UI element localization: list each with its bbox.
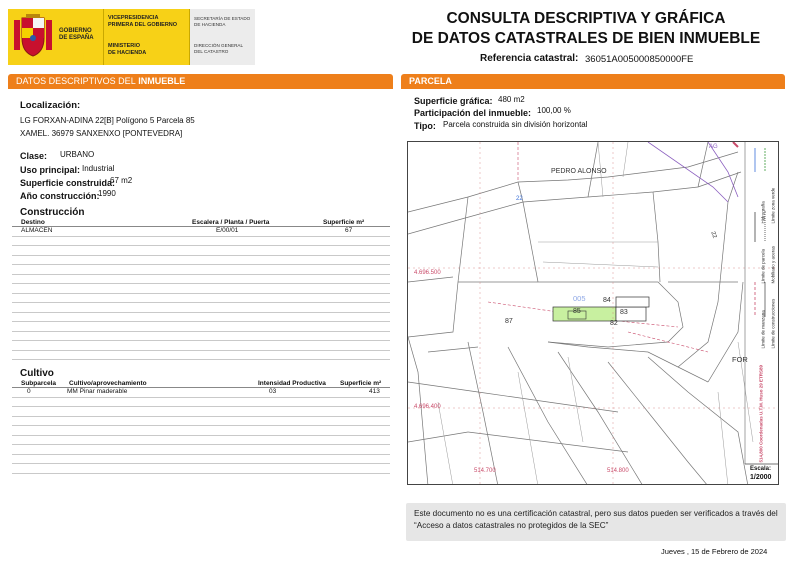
clase-label: Clase: xyxy=(20,151,48,161)
section-bar-inmueble: DATOS DESCRIPTIVOS DEL INMUEBLE xyxy=(8,74,393,89)
cultivo-title: Cultivo xyxy=(20,368,54,379)
map-legend xyxy=(749,146,777,349)
legend-item: Hidrografía xyxy=(760,201,766,224)
uso-value: Industrial xyxy=(82,164,115,173)
disclaimer-note: Este documento no es una certificación catastral, pero sus datos pueden ser verificados a través del “Acceso a datos catastrales no protegidos de la SEC” xyxy=(406,503,786,541)
legend-item: Límite de construcciones xyxy=(770,298,776,349)
coord-label: 4.696.500 xyxy=(414,270,441,276)
legend-item: Límite de parcela xyxy=(760,248,766,284)
construccion-title: Construcción xyxy=(20,207,85,218)
uso-label: Uso principal: xyxy=(20,165,81,175)
construccion-table xyxy=(12,219,390,368)
number-label: 22 xyxy=(516,196,523,202)
parcel-label: 82 xyxy=(610,320,618,327)
section-bar-parcela: PARCELA xyxy=(401,74,785,89)
scale-label: Escala: xyxy=(750,466,772,472)
projection-label: 514,800 Coordenadas U.T.M. Huso 29 ETRS89 xyxy=(758,364,764,463)
table-row: ALMACEN E/00/01 67 xyxy=(12,227,390,237)
ref-label: Referencia catastral: xyxy=(480,53,579,64)
participacion-label: Participación del inmueble: xyxy=(414,108,532,118)
scale-value: 1/2000 xyxy=(750,474,772,481)
localizacion-line1: LG FORXAN-ADINA 22[B] Polígono 5 Parcela 85 xyxy=(20,116,195,125)
coord-label: 514.800 xyxy=(607,468,629,474)
divider xyxy=(103,9,104,65)
anio-value: 1990 xyxy=(98,189,116,198)
participacion-value: 100,00 % xyxy=(537,106,571,115)
localizacion-label: Localización: xyxy=(20,100,81,111)
superficie-grafica-value: 480 m2 xyxy=(498,95,525,104)
parcel-label: 84 xyxy=(603,297,611,304)
secretaria-label: SECRETARÍA DE ESTADO DE HACIENDA xyxy=(194,16,251,27)
table-header: Destino Escalera / Planta / Puerta Superficie m² xyxy=(12,219,390,227)
clase-value: URBANO xyxy=(60,150,95,159)
legend-item: Mobiliario y aceras xyxy=(770,245,776,284)
superficie-construida-label: Superficie construida: xyxy=(20,178,116,188)
place-label: FOR xyxy=(732,355,748,364)
legend-item: Límite de manzana xyxy=(760,310,766,349)
document-date: Jueves , 15 de Febrero de 2024 xyxy=(661,547,768,556)
tipo-value: Parcela construida sin división horizontal xyxy=(443,120,588,129)
divider xyxy=(189,9,190,65)
gobierno-label: GOBIERNO DE ESPAÑA xyxy=(59,28,94,41)
anio-label: Año construcción: xyxy=(20,191,100,201)
parcel-label: 005 xyxy=(573,294,586,303)
ref-value: 36051A005000850000FE xyxy=(585,54,694,65)
ministerio-label: MINISTERIO DE HACIENDA xyxy=(108,43,147,56)
parcel-label: 87 xyxy=(505,318,513,325)
parcel-label: 83 xyxy=(620,309,628,316)
superficie-construida-value: 67 m2 xyxy=(110,176,133,185)
cultivo-table xyxy=(12,380,390,480)
cadastral-map[interactable] xyxy=(407,141,779,485)
road-label: AG xyxy=(709,144,718,150)
coord-label: 514.700 xyxy=(474,468,496,474)
coord-label: 4.696.400 xyxy=(414,404,441,410)
table-header: Subparcela Cultivo/aprovechamiento Intensidad Productiva Superficie m² xyxy=(12,380,390,388)
tipo-label: Tipo: xyxy=(414,121,436,131)
number-label: 22 xyxy=(709,230,718,240)
table-row: 0 MM Pinar maderable 03 413 xyxy=(12,388,390,398)
place-label: PEDRO ALONSO xyxy=(551,168,607,175)
legend-item: Límite zona verde xyxy=(770,187,776,224)
parcel-label: 85 xyxy=(573,308,581,315)
vicepresidencia-label: VICEPRESIDENCIA PRIMERA DEL GOBIERNO xyxy=(108,15,178,28)
page-title: CONSULTA DESCRIPTIVA Y GRÁFICA DE DATOS CATASTRALES DE BIEN INMUEBLE xyxy=(411,10,761,47)
localizacion-line2: XAMEL. 36979 SANXENXO [PONTEVEDRA] xyxy=(20,129,183,138)
coat-of-arms-icon xyxy=(12,14,54,60)
direccion-label: DIRECCIÓN GENERAL DEL CATASTRO xyxy=(194,43,244,54)
superficie-grafica-label: Superficie gráfica: xyxy=(414,96,493,106)
